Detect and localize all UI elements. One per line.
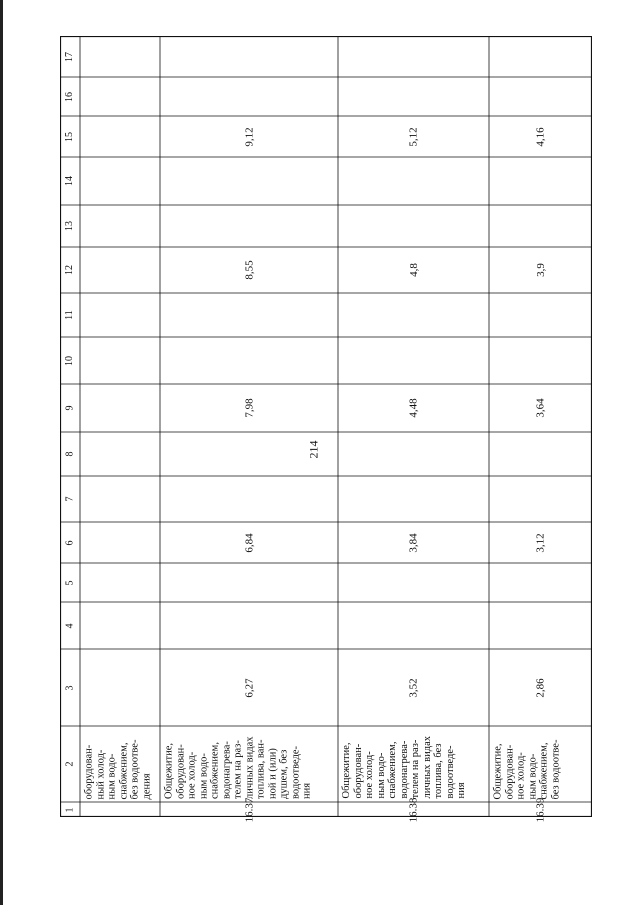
rotated-table [60, 36, 592, 822]
column-header-16: 16 [64, 91, 75, 102]
description-line: личных видах [421, 735, 433, 799]
column-header-2: 2 [64, 761, 75, 767]
column-header-9: 9 [64, 405, 75, 411]
row-description [492, 739, 561, 799]
description-line: дения [140, 772, 152, 799]
description-line: ное холод- [364, 751, 376, 799]
value-c12: 3,9 [534, 263, 547, 277]
description-line: ным водо- [526, 753, 538, 799]
description-line: ным водо- [375, 752, 387, 799]
description-line: ния [456, 782, 468, 799]
description-line: ния [301, 782, 313, 799]
description-line: ный холод- [94, 749, 106, 799]
description-line: ное холод- [514, 751, 526, 799]
column-header-12: 12 [64, 265, 75, 275]
description-line: ной и (или) [266, 747, 278, 799]
description-line: водоотведе- [289, 745, 301, 799]
description-line: без водоотве- [128, 739, 140, 799]
value-c9: 3,64 [534, 398, 547, 418]
description-line: личных видах [243, 735, 255, 799]
description-line: ным водо- [197, 752, 209, 799]
value-c15: 4,16 [534, 126, 547, 147]
row-id: 16.38 [407, 797, 420, 822]
description-line: оборудован- [352, 743, 364, 799]
description-line: душем, без [278, 749, 290, 799]
value-c12: 4,8 [407, 263, 420, 277]
description-line: Общежитие, [341, 742, 353, 799]
column-header-11: 11 [63, 310, 75, 320]
description-line: снабжением, [537, 742, 549, 799]
description-line: оборудован- [503, 744, 515, 799]
description-line: топлива, ван- [255, 739, 267, 799]
row-description [83, 739, 152, 799]
value-c15: 9,12 [243, 126, 256, 147]
value-c6: 3,12 [534, 532, 547, 553]
description-line: водонагрева- [220, 740, 232, 799]
description-line: снабжением, [209, 741, 221, 799]
row-id: 16.39 [534, 797, 547, 822]
column-header-4: 4 [64, 623, 75, 628]
description-line: телем на раз- [410, 739, 422, 799]
value-c3: 6,27 [243, 677, 256, 698]
page-number: 214 [306, 440, 321, 459]
column-header-3: 3 [64, 685, 75, 690]
value-c9: 4,48 [407, 398, 420, 418]
table-grid [60, 36, 592, 817]
value-c9: 7,98 [243, 398, 256, 418]
value-c3: 3,52 [407, 677, 420, 698]
description-line: снабжением, [387, 741, 399, 799]
value-c3: 2,86 [534, 677, 547, 698]
column-header-1: 1 [64, 807, 75, 812]
column-header-5: 5 [64, 580, 75, 585]
column-header-17: 17 [64, 51, 75, 62]
column-header-13: 13 [64, 221, 75, 231]
column-header-8: 8 [64, 451, 75, 457]
value-c6: 3,84 [407, 532, 420, 553]
description-line: водонагрева- [398, 740, 410, 799]
row-description [163, 736, 313, 799]
description-line: ное холод- [186, 751, 198, 799]
description-line: без водоотве- [549, 739, 561, 799]
column-header-7: 7 [64, 496, 75, 502]
row-id: 16.37 [242, 797, 255, 822]
column-header-15: 15 [64, 131, 75, 142]
column-header-6: 6 [64, 540, 75, 545]
description-line: Общежитие, [491, 742, 503, 799]
description-line: телем на раз- [232, 739, 244, 799]
column-header-10: 10 [64, 355, 75, 366]
column-header-14: 14 [64, 176, 75, 186]
table-border [61, 37, 592, 817]
row-description [341, 736, 468, 799]
description-line: Общежитие, [163, 742, 175, 799]
description-line: топлива, без [433, 743, 445, 799]
description-line: оборудован- [174, 743, 186, 799]
description-line: оборудован- [82, 744, 94, 799]
value-c15: 5,12 [407, 126, 420, 147]
value-c6: 6,84 [243, 532, 256, 553]
scan-edge [0, 0, 3, 905]
description-line: ным водо- [105, 753, 117, 799]
value-c12: 8,55 [243, 260, 256, 280]
description-line: снабжением, [117, 742, 129, 799]
description-line: водоотведе- [444, 745, 456, 799]
